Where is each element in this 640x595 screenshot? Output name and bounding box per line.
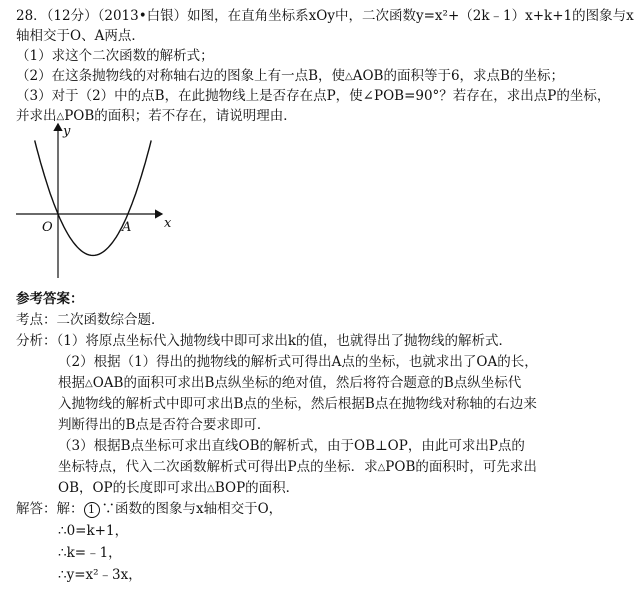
solution-step-2: ∴k=﹣1， (58, 545, 122, 561)
triangle-symbol: △ (207, 483, 215, 494)
answer-heading: 参考答案： (16, 291, 84, 307)
triangle-symbol: △ (377, 462, 386, 473)
triangle-symbol: △ (85, 378, 93, 389)
triangle-symbol: △ (56, 111, 65, 122)
question-3-text-b: 并求出 (16, 108, 57, 124)
question-2-text-a: （2）在这条抛物线的对称轴右边的图象上有一点B，使 (16, 68, 346, 84)
fenxi-line-7-a: 坐标特点，代入二次函数解析式可得出P点的坐标．求 (58, 459, 378, 475)
parabola-curve (35, 140, 152, 255)
parabola-graph (12, 118, 182, 283)
problem-statement-line-1: 28．（12分）（2013•白银）如图，在直角坐标系xOy中，二次函数y=x²+（2k﹣1）x+k+1的图象与x (16, 8, 634, 24)
fenxi-line-6: （3）根据B点坐标可求出直线OB的解析式，由于OB⊥OP，由此可求出P点的 (58, 438, 525, 454)
circled-number-1: 1 (84, 502, 100, 518)
fenxi-line-8-a: OB，OP的长度即可求出 (58, 480, 208, 496)
fenxi-line-3-a: 根据 (58, 375, 85, 391)
kaodian: 考点：二次函数综合题． (16, 312, 165, 328)
fenxi-line-7-b: POB的面积时，可先求出 (385, 459, 537, 475)
fenxi-line-7 (58, 457, 537, 478)
fenxi-line-1: 分析：（1）将原点坐标代入抛物线中即可求出k的值，也就得出了抛物线的解析式． (16, 333, 513, 349)
fenxi-line-4: 入抛物线的解析式中即可求出B点的坐标，然后根据B点在抛物线对称轴的右边来 (58, 396, 537, 412)
jieda-text: ∵函数的图象与x轴相交于O， (101, 501, 283, 517)
fenxi-line-2: （2）根据（1）得出的抛物线的解析式可得出A点的坐标，也就求出了OA的长， (58, 354, 538, 370)
fenxi-line-8 (58, 478, 299, 499)
x-axis-label: x (164, 216, 172, 231)
fenxi-line-8-b: BOP的面积． (214, 480, 300, 496)
question-2 (16, 66, 564, 87)
question-2-text-b: AOB的面积等于6，求点B的坐标； (352, 68, 564, 84)
jieda-label: 解答：解： (16, 501, 84, 517)
jieda-line (16, 499, 282, 519)
fenxi-line-3-b: OAB的面积可求出B点纵坐标的绝对值，然后将符合题意的B点纵坐标代 (92, 375, 522, 391)
triangle-symbol: △ (345, 71, 353, 82)
point-a-label: A (122, 220, 132, 235)
question-1: （1）求这个二次函数的解析式； (16, 48, 214, 64)
y-axis-label: y (63, 124, 71, 139)
solution-step-3: ∴y=x²﹣3x， (58, 567, 142, 583)
problem-statement-line-2: 轴相交于O、A两点． (16, 28, 145, 44)
fenxi-line-3 (58, 373, 521, 394)
origin-label: O (42, 220, 53, 235)
fenxi-line-5: 判断得出的B点是否符合要求即可． (58, 417, 271, 433)
question-3-text-c: POB的面积；若不存在，请说明理由． (64, 108, 297, 124)
solution-step-1: ∴0=k+1， (58, 523, 129, 539)
question-3-line-1: （3）对于（2）中的点B，在此抛物线上是否存在点P，使∠POB=90°？若存在，求出点P的坐标， (16, 88, 611, 104)
